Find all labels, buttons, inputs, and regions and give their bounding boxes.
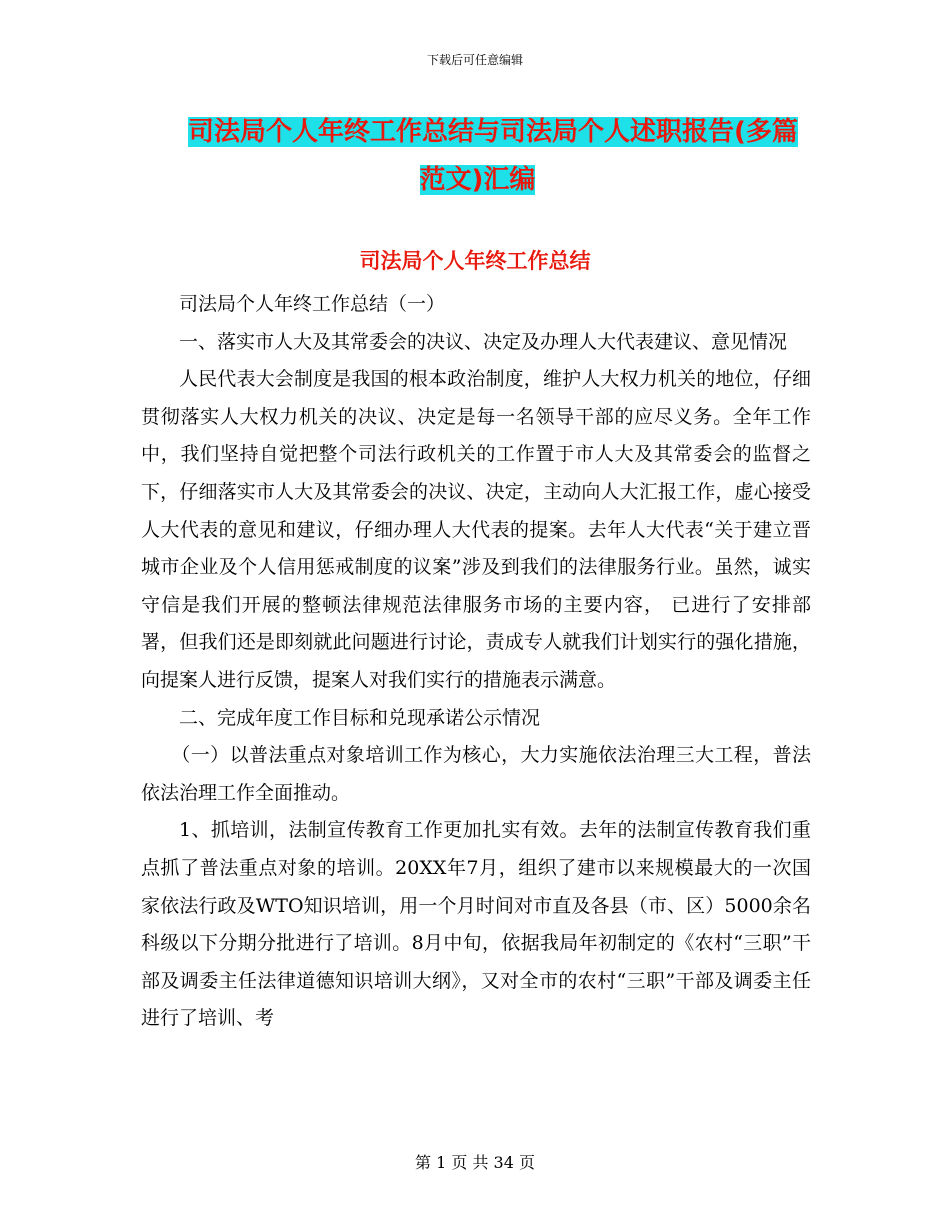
paragraph-body-2: 1、抓培训，法制宣传教育工作更加扎实有效。去年的法制宣传教育我们重点抓了普法重点对象的培训。20XX年7月，组织了建市以来规模最大的一次国家依法行政及WTO知识培训，用一个月时间对市直及各县（市、区）5000余名科级以下分期分批进行了培训。8月中旬，依据我局年初制定的《农村“三职”干部及调委主任法律道德知识培训大纲》，又对全市的农村“三职”干部及调委主任进行了培训、考 — [141, 819, 811, 1030]
title-highlight-1: 司法局个人年终工作总结与司法局个人述职报告(多篇 — [188, 117, 798, 147]
paragraph-heading-2: 二、完成年度工作目标和兑现承诺公示情况 — [179, 706, 541, 729]
body-text — [141, 286, 811, 1038]
document-title — [140, 108, 815, 204]
title-highlight-2: 范文)汇编 — [419, 165, 536, 195]
section-title: 司法局个人年终工作总结 — [359, 249, 591, 273]
page-header-note: 下载后可任意编辑 — [426, 53, 523, 67]
paragraph-heading-2-1: （一）以普法重点对象培训工作为核心，大力实施依法治理三大工程，普法依法治理工作全面推动。 — [141, 744, 811, 804]
document-title-line-1 — [140, 108, 815, 156]
paragraph-body-1: 人民代表大会制度是我国的根本政治制度，维护人大权力机关的地位，仔细贯彻落实人大权力机关的决议、决定是每一名领导干部的应尽义务。全年工作中，我们坚持自觉把整个司法行政机关的工作置于市人大及其常委会的监督之下，仔细落实市人大及其常委会的决议、决定，主动向人大汇报工作，虚心接受人大代表的意见和建议，仔细办理人大代表的提案。去年人大代表“关于建立晋城市企业及个人信用惩戒制度的议案”涉及到我们的法律服务行业。虽然，诚实守信是我们开展的整顿法律规范法律服务市场的主要内容， 已进行了安排部署，但我们还是即刻就此问题进行讨论，责成专人就我们计划实行的强化措施，向提案人进行反馈，提案人对我们实行的措施表示满意。 — [141, 368, 811, 691]
paragraph-subheading: 司法局个人年终工作总结（一） — [179, 293, 446, 315]
page-footer-number: 第 1 页 共 34 页 — [415, 1153, 535, 1172]
document-title-line-2 — [140, 156, 815, 204]
paragraph-heading-1: 一、落实市人大及其常委会的决议、决定及办理人大代表建议、意见情况 — [179, 330, 788, 353]
